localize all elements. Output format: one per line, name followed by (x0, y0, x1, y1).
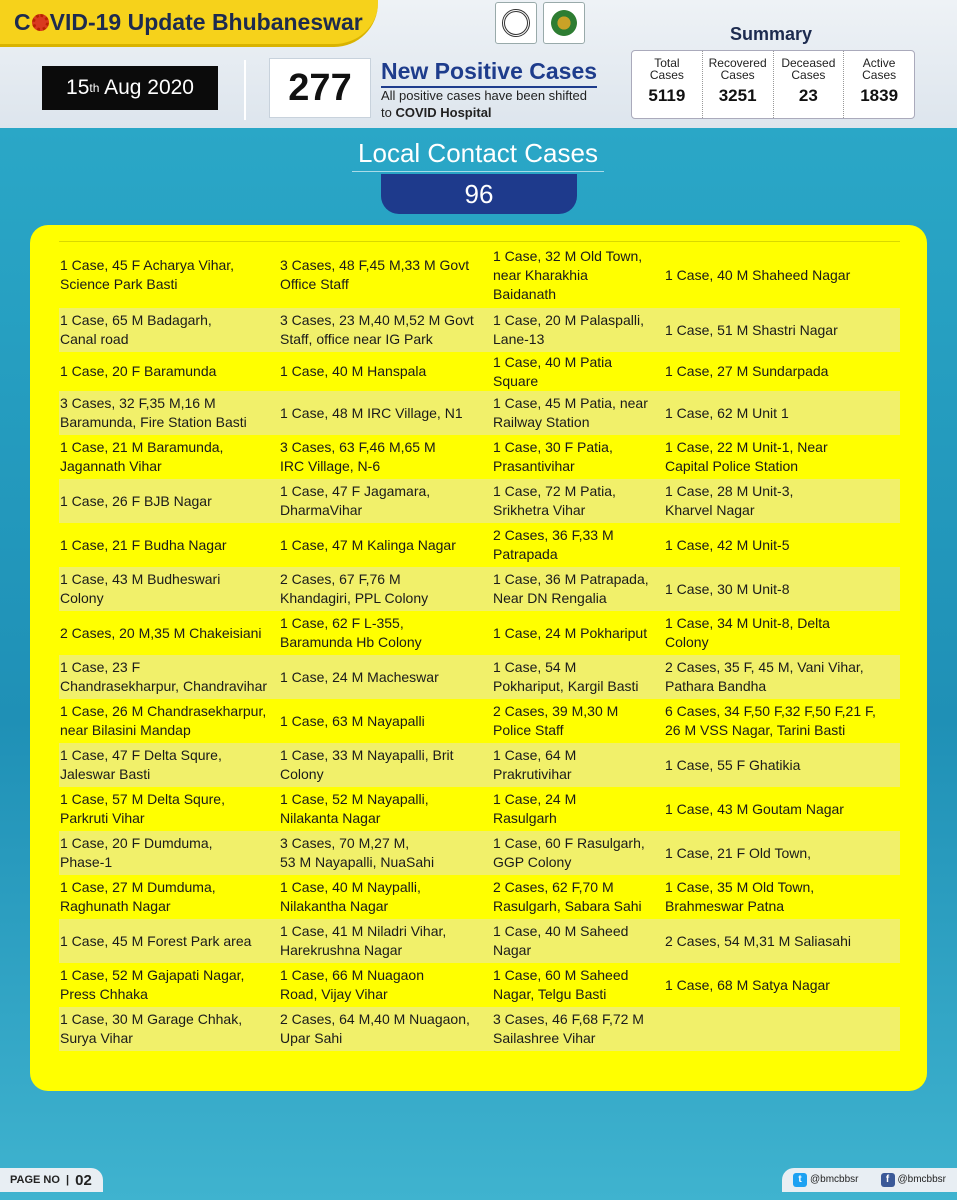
case-cell: 1 Case, 45 F Acharya Vihar, Science Park Basti (60, 257, 235, 292)
case-cell: 6 Cases, 34 F,50 F,32 F,50 F,21 F, 26 M VSS Nagar, Tarini Basti (665, 703, 876, 738)
case-cell: 1 Case, 21 M Baramunda, Jagannath Vihar (60, 439, 224, 474)
summary-value: 23 (798, 86, 818, 105)
case-cell: 1 Case, 72 M Patia, Srikhetra Vihar (493, 483, 616, 518)
date-rest: Aug 2020 (99, 76, 194, 99)
table-row (59, 875, 900, 919)
case-cell: 1 Case, 20 F Baramunda (60, 363, 217, 379)
title-banner (0, 0, 378, 47)
case-cell: 1 Case, 24 M Pokhariput (493, 624, 648, 641)
case-cell: 1 Case, 23 F Chandrasekharpur, Chandravihar (60, 659, 268, 694)
case-cell: 1 Case, 43 M Budheswari Colony (60, 571, 221, 606)
case-cell: 1 Case, 47 F Delta Squre, Jaleswar Basti (60, 747, 222, 782)
table-row (59, 352, 900, 391)
case-cell: 1 Case, 33 M Nayapalli, Brit Colony (280, 747, 454, 782)
date-suffix: th (89, 81, 100, 95)
covid-hospital-text: COVID Hospital (395, 105, 492, 120)
case-cell: 2 Cases, 39 M,30 M Police Staff (493, 703, 619, 738)
table-row (59, 391, 900, 435)
case-cell: 2 Cases, 64 M,40 M Nuagaon, Upar Sahi (280, 1011, 470, 1046)
case-cell: 1 Case, 40 M Naypalli, Nilakantha Nagar (280, 879, 421, 914)
divider (244, 60, 246, 120)
case-cell: 2 Cases, 62 F,70 M Rasulgarh, Sabara Sahi (493, 879, 642, 914)
title-prefix: C (14, 9, 31, 35)
case-cell: 1 Case, 40 M Patia Square (493, 353, 613, 389)
case-cell: 1 Case, 52 M Gajapati Nagar, Press Chhaka (60, 967, 245, 1002)
table-row (59, 611, 900, 655)
date-box (42, 66, 218, 110)
case-cell: 1 Case, 26 M Chandrasekharpur, near Bilasini Mandap (60, 703, 267, 738)
case-cell: 1 Case, 42 M Unit-5 (665, 536, 790, 553)
case-cell: 1 Case, 20 F Dumduma, Phase-1 (60, 835, 213, 870)
new-cases-count: 277 (269, 58, 371, 118)
summary-deceased: Deceased Cases 23 (774, 51, 845, 118)
case-cell: 1 Case, 30 M Unit-8 (665, 580, 790, 597)
case-cell: 2 Cases, 36 F,33 M Patrapada (493, 527, 614, 562)
header (0, 0, 957, 128)
case-cell: 1 Case, 62 M Unit 1 (665, 404, 789, 421)
case-cell: 1 Case, 22 M Unit-1, Near Capital Police Station (665, 439, 828, 474)
table-row (59, 567, 900, 611)
case-cell: 1 Case, 64 M Prakrutivihar (493, 747, 577, 782)
twitter-icon: t (793, 1173, 807, 1187)
case-cell: 1 Case, 30 M Garage Chhak, Surya Vihar (60, 1011, 243, 1046)
case-cell: 1 Case, 60 F Rasulgarh, GGP Colony (493, 835, 645, 870)
case-cell: 1 Case, 41 M Niladri Vihar, Harekrushna Nagar (280, 923, 447, 958)
case-cell: 1 Case, 48 M IRC Village, N1 (280, 404, 463, 421)
summary-value: 5119 (648, 86, 686, 105)
case-cell: 1 Case, 52 M Nayapalli, Nilakanta Nagar (280, 791, 429, 826)
table-row (59, 743, 900, 787)
case-cell: 2 Cases, 35 F, 45 M, Vani Vihar, Pathara Bandha (665, 659, 864, 694)
summary-value: 3251 (718, 86, 757, 105)
table-row (59, 699, 900, 743)
twitter-link[interactable]: t @bmcbbsr (793, 1173, 859, 1187)
case-cell: 1 Case, 34 M Unit-8, Delta Colony (665, 615, 830, 650)
table-row (59, 308, 900, 352)
case-cell: 3 Cases, 63 F,46 M,65 M IRC Village, N-6 (280, 439, 436, 474)
case-cell: 3 Cases, 46 F,68 F,72 M Sailashree Vihar (493, 1011, 644, 1046)
note-line-2: to COVID Hospital (381, 105, 492, 120)
case-cell: 1 Case, 43 M Goutam Nagar (665, 800, 844, 817)
local-contact-count: 96 (381, 174, 577, 214)
odisha-emblem-logo (495, 2, 537, 44)
case-cell: 1 Case, 27 M Dumduma, Raghunath Nagar (60, 879, 216, 914)
summary-total: Total Cases 5119 (632, 51, 703, 118)
table-row (59, 963, 900, 1007)
page-number: 02 (75, 1171, 92, 1189)
page-number-tab (0, 1168, 103, 1192)
cases-table (59, 241, 900, 1051)
case-cell: 2 Cases, 20 M,35 M Chakeisiani (60, 624, 262, 641)
page-title (14, 9, 363, 36)
table-row (59, 655, 900, 699)
case-cell: 1 Case, 27 M Sundarpada (665, 363, 829, 379)
case-cell: 1 Case, 55 F Ghatikia (665, 756, 801, 773)
case-cell: 1 Case, 24 M Macheswar (280, 668, 439, 685)
case-cell: 2 Cases, 67 F,76 M Khandagiri, PPL Colony (280, 571, 429, 606)
case-cell: 1 Case, 40 M Hanspala (280, 363, 427, 379)
summary-box (631, 50, 915, 119)
new-cases-note (381, 87, 587, 121)
case-cell: 1 Case, 45 M Forest Park area (60, 932, 252, 949)
case-cell: 1 Case, 65 M Badagarh, Canal road (60, 312, 212, 347)
case-cell: 1 Case, 21 F Old Town, (665, 844, 812, 861)
table-row (59, 1007, 900, 1051)
case-cell: 1 Case, 30 F Patia, Prasantivihar (493, 439, 613, 474)
case-cell: 1 Case, 63 M Nayapalli (280, 712, 425, 729)
case-cell: 1 Case, 21 F Budha Nagar (60, 536, 227, 553)
summary-recovered: Recovered Cases 3251 (703, 51, 774, 118)
case-cell: 1 Case, 35 M Old Town, Brahmeswar Patna (665, 879, 815, 914)
case-cell: 3 Cases, 32 F,35 M,16 M Baramunda, Fire Station Basti (60, 395, 247, 430)
footer (0, 1168, 957, 1200)
new-cases-label: New Positive Cases (381, 58, 597, 88)
local-contact-title: Local Contact Cases (352, 138, 604, 172)
page-label: PAGE NO | (10, 1174, 70, 1186)
table-row (59, 919, 900, 963)
case-cell: 1 Case, 40 M Saheed Nagar (493, 923, 629, 958)
facebook-link[interactable]: f @bmcbbsr (881, 1173, 947, 1187)
case-cell: 1 Case, 28 M Unit-3, Kharvel Nagar (665, 483, 794, 518)
case-cell: 1 Case, 60 M Saheed Nagar, Telgu Basti (493, 967, 629, 1002)
table-row (59, 787, 900, 831)
case-cell: 1 Case, 57 M Delta Squre, Parkruti Vihar (60, 791, 225, 826)
note-line-1: All positive cases have been shifted (381, 88, 587, 103)
summary-value: 1839 (860, 86, 899, 105)
case-cell: 1 Case, 62 F L-355, Baramunda Hb Colony (280, 615, 422, 650)
summary-active: Active Cases 1839 (844, 51, 914, 118)
case-cell: 1 Case, 51 M Shastri Nagar (665, 321, 838, 338)
table-row (59, 523, 900, 567)
case-cell: 1 Case, 45 M Patia, near Railway Station (493, 395, 648, 430)
case-cell: 1 Case, 24 M Rasulgarh (493, 791, 577, 826)
case-cell: 1 Case, 40 M Shaheed Nagar (665, 266, 851, 283)
table-row (59, 479, 900, 523)
bmc-logo (543, 2, 585, 44)
case-cell: 1 Case, 54 M Pokhariput, Kargil Basti (493, 659, 639, 694)
case-cell: 1 Case, 20 M Palaspalli, Lane-13 (493, 312, 644, 347)
case-cell: 1 Case, 47 M Kalinga Nagar (280, 536, 456, 553)
case-cell: 2 Cases, 54 M,31 M Saliasahi (665, 932, 851, 949)
table-row (59, 831, 900, 875)
case-cell: 3 Cases, 70 M,27 M, 53 M Nayapalli, NuaSahi (280, 835, 435, 870)
facebook-icon: f (881, 1173, 895, 1187)
case-cell: 1 Case, 36 M Patrapada, Near DN Rengalia (493, 571, 649, 606)
case-cell: 1 Case, 32 M Old Town, near Kharakhia Baidanath (493, 247, 643, 302)
cases-panel (30, 225, 927, 1091)
case-cell: 1 Case, 26 F BJB Nagar (60, 492, 212, 509)
logos (495, 2, 585, 44)
date-day: 15 (66, 76, 90, 99)
case-cell: 3 Cases, 48 F,45 M,33 M Govt Office Staff (280, 257, 470, 292)
case-cell: 1 Case, 47 F Jagamara, DharmaVihar (280, 483, 431, 518)
summary-title: Summary (729, 24, 813, 44)
table-row (59, 435, 900, 479)
title-suffix: VID-19 Update Bhubaneswar (49, 9, 363, 35)
case-cell: 1 Case, 66 M Nuagaon Road, Vijay Vihar (280, 967, 424, 1002)
case-cell: 3 Cases, 23 M,40 M,52 M Govt Staff, office near IG Park (280, 312, 474, 347)
social-links (782, 1168, 957, 1192)
case-cell: 1 Case, 68 M Satya Nagar (665, 976, 830, 993)
table-row (59, 242, 900, 308)
virus-icon (32, 14, 49, 31)
